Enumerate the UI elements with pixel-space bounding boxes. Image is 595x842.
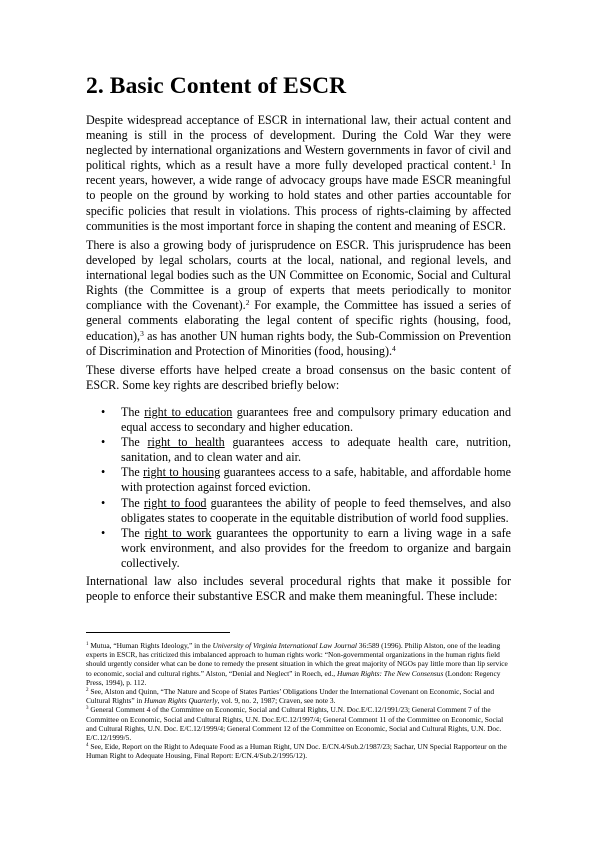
footnote-ref-1[interactable]: 1: [492, 158, 497, 168]
paragraph-2-text-a: There is also a growing body of jurisprudence on ESCR. This jurisprudence has been developed by legal scholars, courts at the local, national, and regional levels, and international legal bodies such as the UN Committee on Economic, Social and Cultural Rights (the Committee is a group of experts that meets periodically to monitor compliance with the Covenant).: [86, 238, 511, 313]
paragraph-3: These diverse efforts have helped create a broad consensus on the basic content of ESCR. Some key rights are described briefly below:: [86, 363, 511, 393]
list-item: • The right to food guarantees the ability of people to feed themselves, and also obligates states to cooperate in the equitable distribution of world food supplies.: [101, 495, 511, 525]
right-to-food-link[interactable]: right to food: [143, 495, 207, 510]
footnote-ref-4[interactable]: 4: [392, 343, 396, 353]
section-heading: 2. Basic Content of ESCR: [86, 73, 347, 99]
paragraph-1-text-a: Despite widespread acceptance of ESCR in international law, their actual content and meaning is still in the process of development. During the Cold War they were neglected by international organizations and Western governments in favor of civil and political rights, which as a result have a more fully developed practical content.: [86, 113, 511, 173]
footnote-ref-3[interactable]: 3: [140, 328, 144, 338]
paragraph-2-text-b: For example, the Committee has issued a series of general comments elaborating the legal content of specific rights (housing, food, education),: [86, 298, 511, 343]
paragraph-4: International law also includes several procedural rights that make it possible for people to enforce their substantive ESCR and make them meaningful. These include:: [86, 574, 511, 604]
bullet-icon: •: [101, 495, 106, 510]
list-item: • The right to education guarantees free and compulsory primary education and equal access to secondary and higher education.: [101, 405, 512, 435]
paragraph-1-text-b: In recent years, however, a wide range of advocacy groups have made ESCR meaningful to people on the ground by working to hold states and other parties accountable for specific policies that result in violations. This process of rights-claiming by affected communities is the most important force in shaping the content and meaning of ESCR.: [86, 158, 511, 233]
footnote-1: $^1$ Mutua, “Human Rights Ideology,” in the University of Virginia International Law Journal 36:589 (1996). Philip Alston, one of the leading experts in ESCR, has criticized this imbalanced approach to human rights work: “Non-governmental organizations in the human rights field should urgently consider what can be done to remedy the present situation in which the great majority of NGOs pay little more than lip service to economic, social and cultural rights.” Alston, “Denial and Neglect” in Roech, ed., Human Rights: The New Consensus (London: Regency Press, 1994), p. 112.: [86, 641, 508, 687]
bullet-icon: •: [101, 435, 106, 450]
rights-bullet-list: [86, 405, 511, 571]
footnote-3: $^3$ General Comment 4 of the Committee on Economic, Social and Cultural Rights, U.N. Doc.E/C.12/1991/23; General Comment 7 of the Committee on Economic, Social and Cultural Rights, U.N. Doc.E/C.12/1997/4; General Comment 11 of the Committee on Economic, Social and Cultural Rights, U.N. Doc. E/C.12/1999/4; General Comment 12 of the Committee on Economic, Social and Cultural Rights, U.N. Doc. E/C.12/1999/5.: [86, 705, 504, 743]
footnote-2: $^2$ See, Alston and Quinn, “The Nature and Scope of States Parties’ Obligations Under the International Covenant on Economic, Social and Cultural Rights” in Human Rights Quarterly, vol. 9, no. 2, 1987; Craven, see note 3.: [86, 687, 495, 706]
list-item: • The right to health guarantees access to adequate health care, nutrition, sanitation, and to clean water and air.: [101, 435, 512, 465]
paragraph-2-text-c: as has another UN human rights body, the Sub-Commission on Prevention of Discrimination and Protection of Minorities (food, housing).: [86, 328, 511, 358]
right-to-education-link[interactable]: right to education: [144, 405, 233, 419]
right-to-work-link[interactable]: right to work: [144, 525, 212, 540]
bullet-icon: •: [101, 465, 106, 480]
footnotes: [86, 641, 511, 761]
footnote-separator: [86, 632, 230, 633]
paragraph-2: [86, 238, 511, 359]
bullet-icon: •: [101, 525, 106, 540]
list-item: • The right to work guarantees the opportunity to earn a living wage in a safe work environment, and also provides for the freedom to organize and bargain collectively.: [101, 525, 511, 570]
right-to-health-link[interactable]: right to health: [147, 435, 225, 450]
paragraph-1: [86, 113, 511, 234]
footnote-ref-2[interactable]: 2: [245, 298, 250, 308]
bullet-icon: •: [101, 405, 106, 419]
footnote-4: $^4$ See, Eide, Report on the Right to Adequate Food as a Human Right, UN Doc. E/CN.4/Sub.2/1987/23; Sachar, UN Special Rapporteur on the Human Right to Adequate Housing, Final Report: E/CN.4/Sub.2/1995/12).: [86, 742, 507, 761]
list-item: • The right to housing guarantees access to a safe, habitable, and affordable home with protection against forced eviction.: [101, 465, 511, 495]
right-to-housing-link[interactable]: right to housing: [143, 465, 221, 480]
